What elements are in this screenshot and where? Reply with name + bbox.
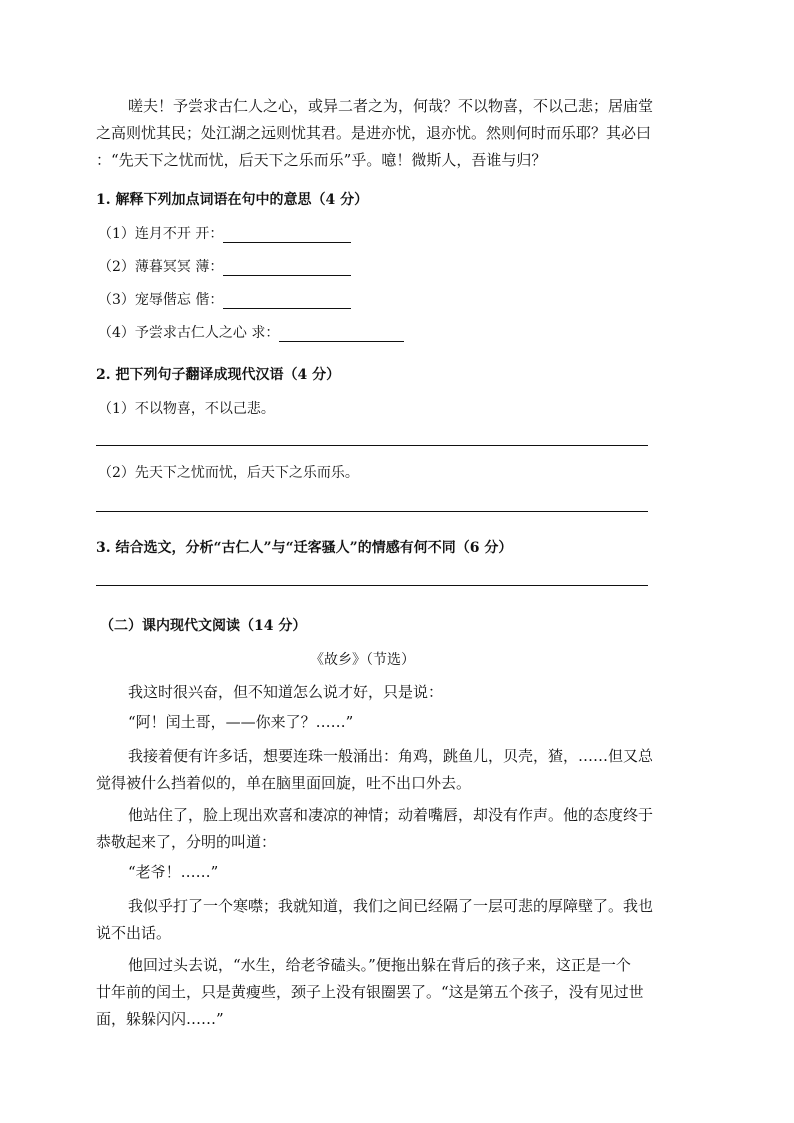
question-2-title: 2. 把下列句子翻译成现代汉语（4 分） [96, 367, 341, 383]
q1-item-4-label: （4）予尝求古仁人之心 求： [98, 325, 280, 341]
excerpt-paragraph-7-line-3: 面，躲躲闪闪……” [96, 1010, 224, 1028]
answer-blank[interactable] [223, 261, 351, 276]
q1-item-2 [98, 256, 351, 276]
excerpt-paragraph-6-line-2: 说不出话。 [96, 924, 172, 942]
excerpt-paragraph-3-line-2: 觉得被什么挡着似的，单在脑里面回旋，吐不出口外去。 [96, 774, 472, 792]
q1-item-2-label: （2）薄暮冥冥 薄： [98, 259, 224, 275]
q2-item-1: （1）不以物喜，不以己悲。 [98, 401, 275, 417]
answer-line[interactable] [96, 585, 648, 586]
passage-line-1: 嗟夫！予尝求古仁人之心，或异二者之为，何哉？不以物喜，不以己悲；居庙堂 [128, 97, 654, 115]
excerpt-paragraph-4-line-1: 他站住了，脸上现出欢喜和凄凉的神情；动着嘴唇，却没有作声。他的态度终于 [128, 806, 654, 824]
q1-item-4 [98, 322, 404, 342]
answer-line[interactable] [96, 511, 648, 512]
excerpt-paragraph-4-line-2: 恭敬起来了，分明的叫道： [96, 833, 277, 851]
section-2-heading: （二）课内现代文阅读（14 分） [100, 618, 307, 634]
excerpt-paragraph-1: 我这时很兴奋，但不知道怎么说才好，只是说： [128, 683, 444, 701]
question-3-title: 3. 结合选文，分析“古仁人”与“迁客骚人”的情感有何不同（6 分） [96, 540, 513, 556]
q1-item-1 [98, 223, 351, 243]
passage-line-3: ：“先天下之忧而忧，后天下之乐而乐”乎。噫！微斯人，吾谁与归？ [96, 151, 547, 169]
q1-item-3 [98, 289, 351, 309]
excerpt-paragraph-7-line-2: 廿年前的闰土，只是黄瘦些，颈子上没有银圈罢了。“这是第五个孩子，没有见过世 [96, 983, 644, 1001]
excerpt-paragraph-6-line-1: 我似乎打了一个寒噤；我就知道，我们之间已经隔了一层可悲的厚障壁了。我也 [128, 897, 654, 915]
answer-blank[interactable] [223, 228, 351, 243]
excerpt-paragraph-7-line-1: 他回过头去说，“水生，给老爷磕头。”便拖出躲在背后的孩子来，这正是一个 [128, 956, 631, 974]
excerpt-paragraph-3-line-1: 我接着便有许多话，想要连珠一般涌出：角鸡，跳鱼儿，贝壳，猹，……但又总 [128, 747, 654, 765]
answer-line[interactable] [96, 445, 648, 446]
excerpt-paragraph-5: “老爷！……” [128, 863, 219, 881]
answer-blank[interactable] [223, 294, 351, 309]
question-1-title: 1. 解释下列加点词语在句中的意思（4 分） [96, 192, 369, 208]
q1-item-3-label: （3）宠辱偕忘 偕： [98, 292, 224, 308]
excerpt-paragraph-2: “阿！闰土哥，——你来了？……” [128, 713, 354, 731]
excerpt-title: 《故乡》（节选） [310, 652, 415, 668]
q2-item-2: （2）先天下之忧而忧，后天下之乐而乐。 [98, 465, 359, 481]
answer-blank[interactable] [279, 327, 404, 342]
passage-line-2: 之高则忧其民；处江湖之远则忧其君。是进亦忧，退亦忧。然则何时而乐耶？其必曰 [96, 124, 652, 142]
q1-item-1-label: （1）连月不开 开： [98, 226, 224, 242]
